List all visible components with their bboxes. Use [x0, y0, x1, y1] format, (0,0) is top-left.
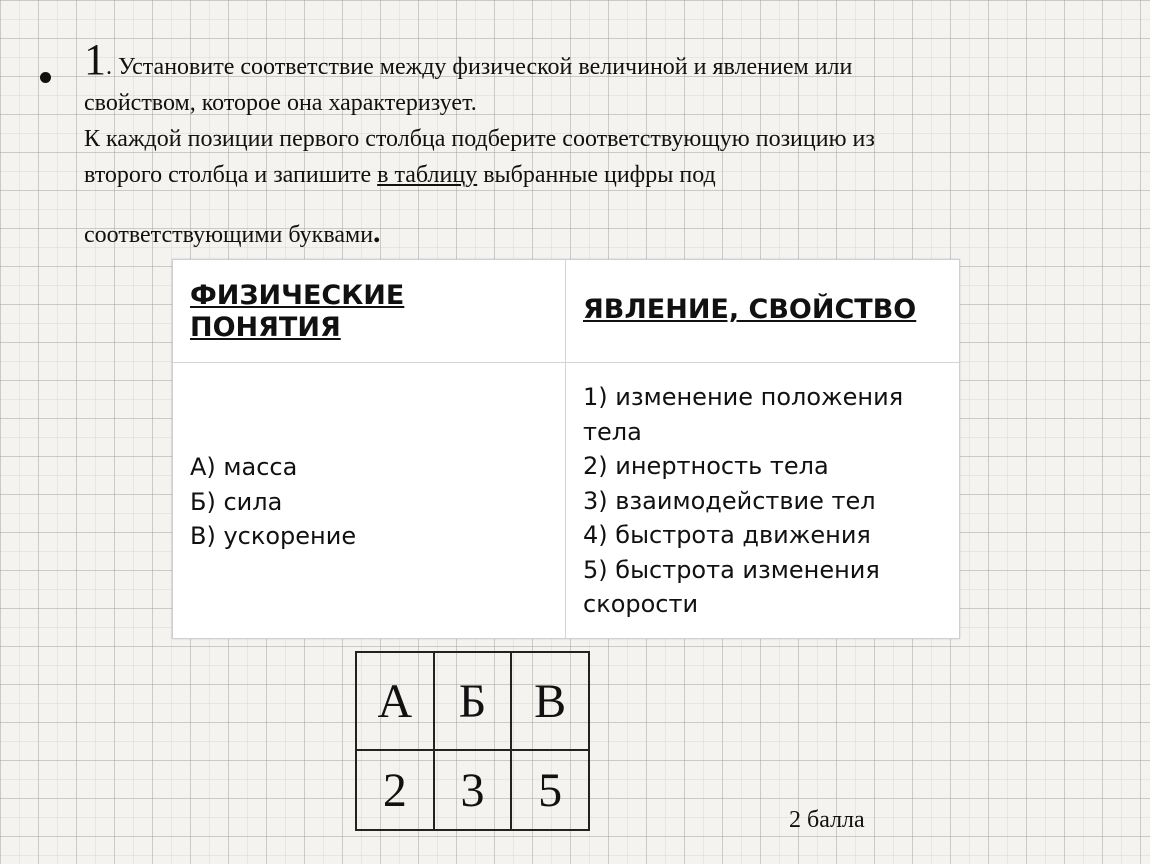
phenomenon-item: скорости: [583, 590, 699, 618]
task-line-1: . Установите соответствие между физической величиной и явлением или: [106, 54, 853, 80]
answer-letter-v: В: [511, 652, 589, 750]
answer-digit-b: 3: [434, 750, 512, 830]
phenomenon-item: 4) быстрота движения: [583, 521, 871, 549]
task-line-4-end: выбранные цифры под: [477, 162, 716, 188]
phenomenon-item: тела: [583, 417, 642, 446]
concepts-list: [190, 450, 356, 554]
phenomenon-item: 3) взаимодействие тел: [583, 486, 876, 515]
answer-digit-a: 2: [356, 750, 434, 830]
task-statement: [40, 35, 1040, 253]
task-line-4-start: второго столбца и запишите: [84, 162, 378, 188]
table-reference: в таблицу: [377, 162, 478, 188]
score-label: 2 балла: [789, 807, 865, 833]
task-end-dot: .: [373, 216, 381, 249]
task-line-3: К каждой позиции первого столбца подберите соответствующую позицию из: [84, 126, 875, 152]
phenomena-list: [583, 380, 943, 622]
answer-digit-v: 5: [511, 750, 589, 830]
phenomenon-item: 1) изменение положения: [583, 383, 904, 411]
task-line-5: соответствующими буквами: [84, 222, 374, 248]
concept-item: Б) сила: [190, 487, 283, 516]
row-divider: [173, 362, 959, 363]
matching-table: [172, 259, 960, 639]
concept-item: В) ускорение: [190, 522, 357, 550]
phenomenon-item: 2) инертность тела: [583, 452, 829, 480]
bullet-icon: [40, 72, 51, 83]
column-divider: [565, 260, 566, 638]
task-number: 1: [84, 35, 106, 84]
concept-item: А) масса: [190, 453, 298, 481]
answer-letter-b: Б: [434, 652, 512, 750]
phenomenon-item: 5) быстрота изменения: [583, 555, 880, 584]
task-line-2: свойством, которое она характеризует.: [84, 90, 477, 116]
header-physical-concepts: ФИЗИЧЕСКИЕ ПОНЯТИЯ: [190, 280, 405, 343]
answer-table: [355, 651, 590, 831]
task-text: [84, 35, 1040, 253]
header-phenomenon-property: ЯВЛЕНИЕ, СВОЙСТВО: [583, 294, 917, 325]
answer-letter-a: А: [356, 652, 434, 750]
